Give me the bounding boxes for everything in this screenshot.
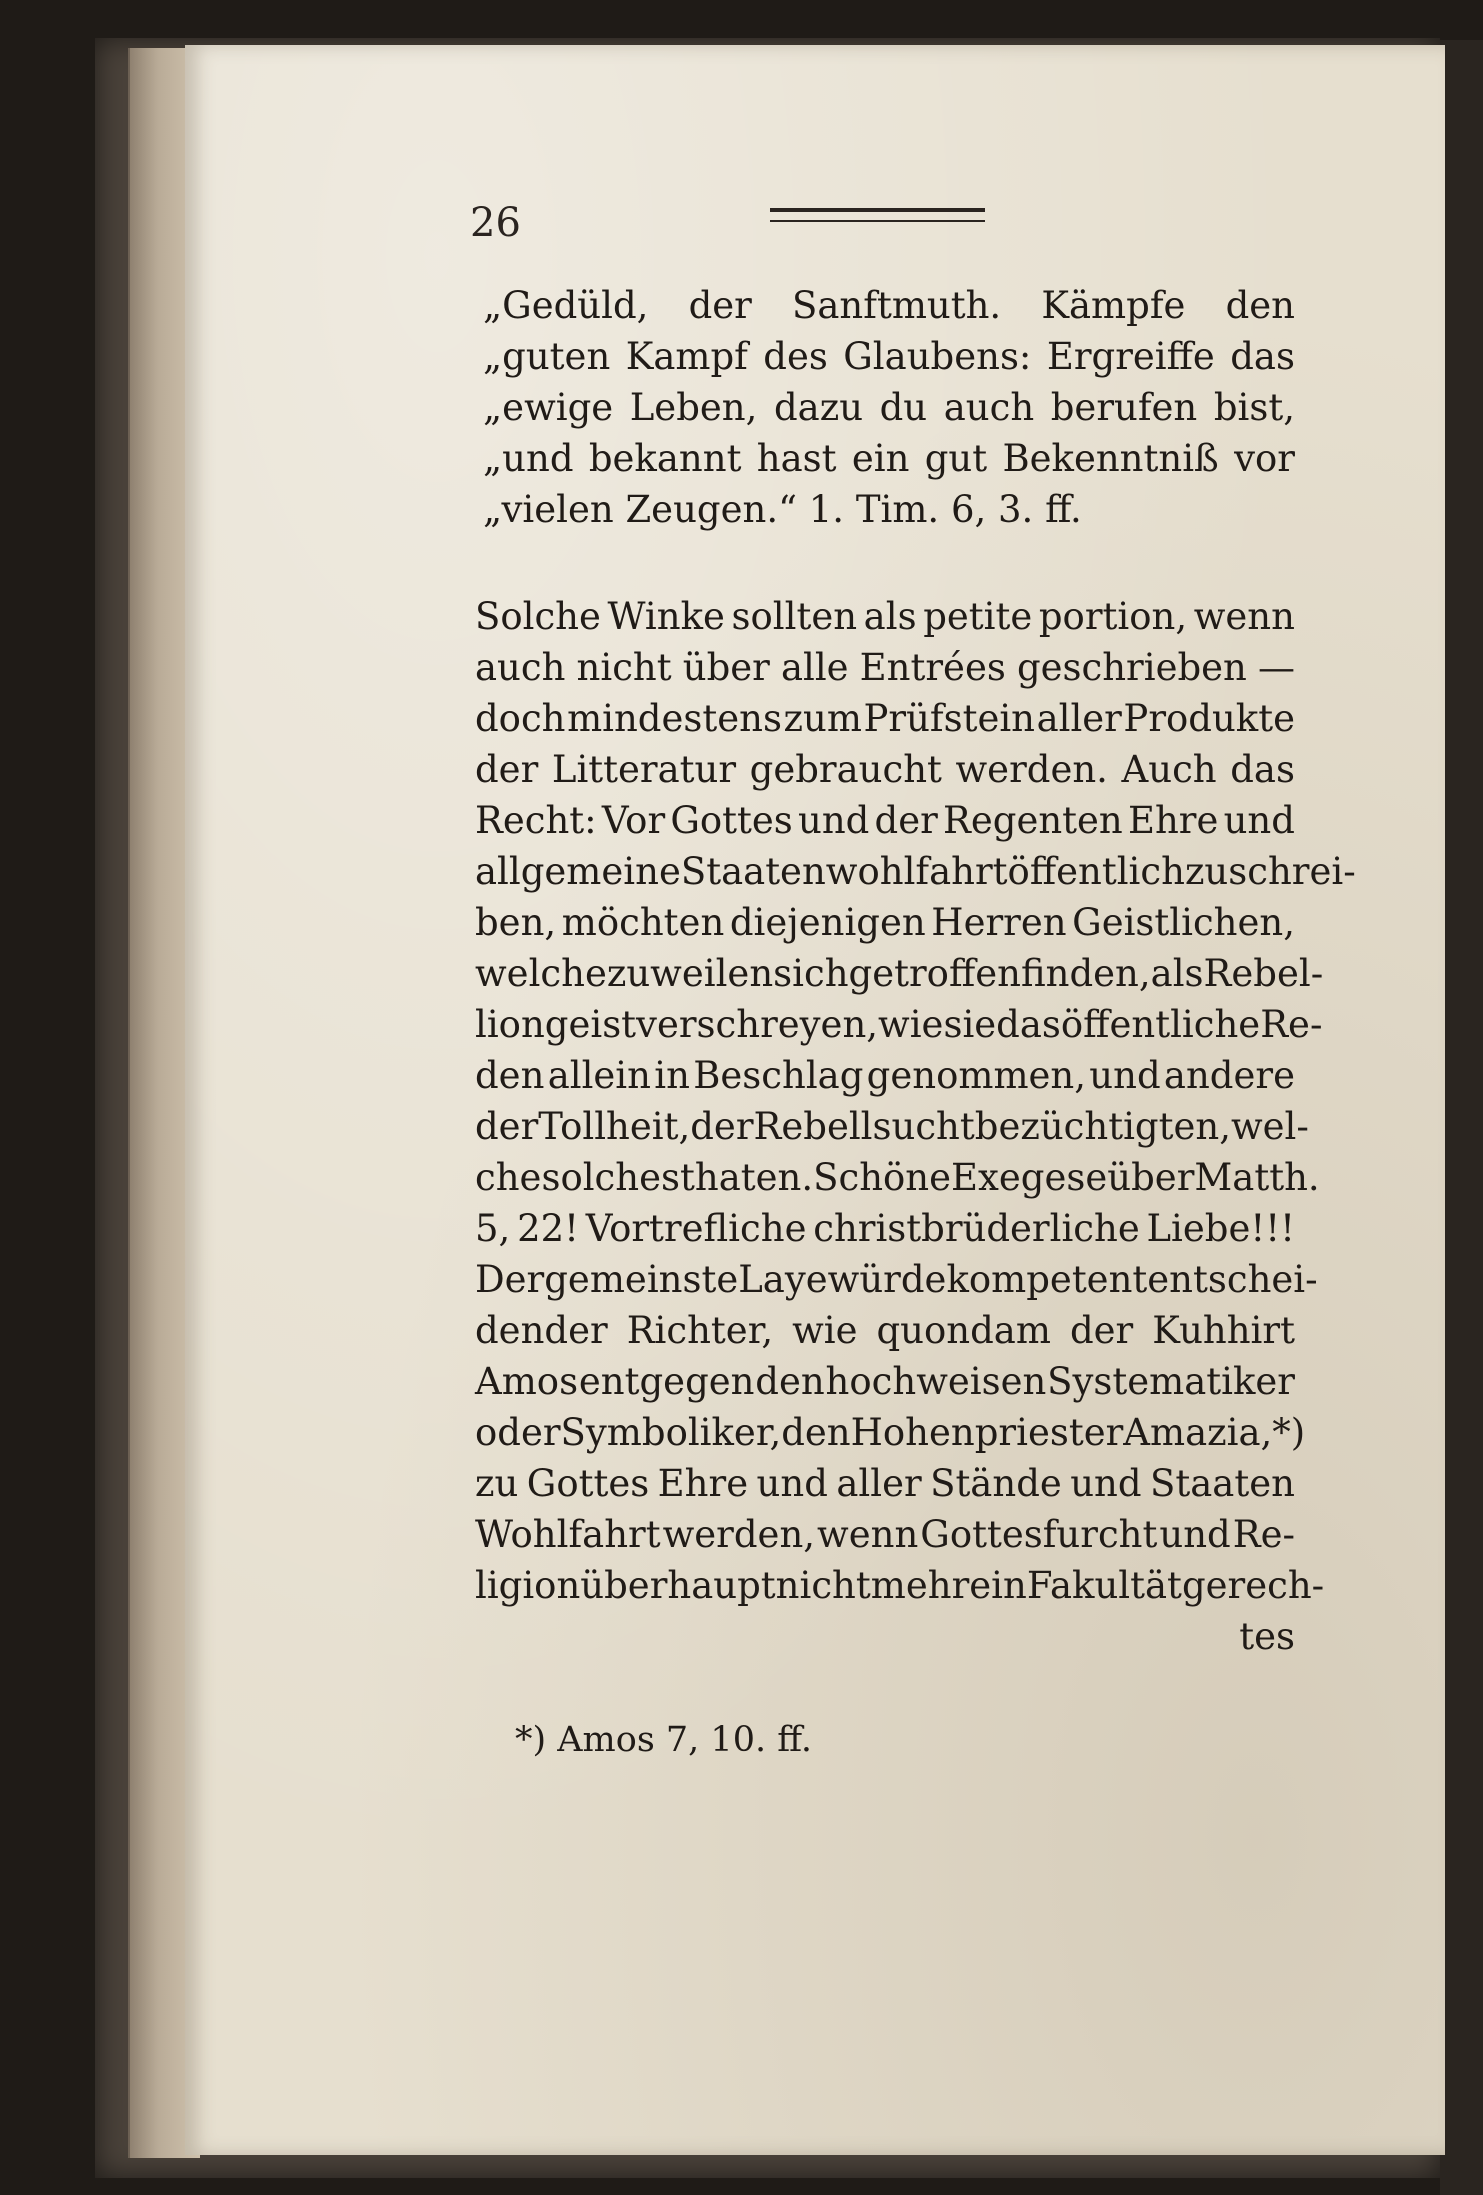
quote-line: „ewige Leben, dazu du auch berufen bist, xyxy=(483,386,1295,429)
header-rule xyxy=(770,208,985,222)
body-line: dender Richter, wie quondam der Kuhhirt xyxy=(475,1309,1295,1352)
quote-line: „und bekannt hast ein gut Bekenntniß vor xyxy=(483,437,1295,480)
body-line: auch nicht über alle Entrées geschrieben — xyxy=(475,646,1295,689)
book-gutter xyxy=(1440,40,1483,2195)
body-line: doch mindestens zum Prüfstein aller Produkte xyxy=(475,697,1295,740)
body-line: Der gemeinste Laye würde kompetent entschei- xyxy=(475,1258,1318,1301)
body-line: ben, möchten diejenigen Herren Geistlichen, xyxy=(475,901,1295,944)
body-paragraph xyxy=(475,591,1356,1662)
body-line: liongeist verschreyen, wie sie das öffentliche Re- xyxy=(475,1003,1323,1046)
body-line: Recht: Vor Gottes und der Regenten Ehre und xyxy=(475,799,1295,842)
body-line: Solche Winke sollten als petite portion, wenn xyxy=(475,595,1295,638)
body-line: der Tollheit, der Rebellsucht bezüchtigten, wel- xyxy=(475,1105,1309,1148)
body-line: allgemeine Staatenwohlfahrt öffentlich zu schrei- xyxy=(475,850,1356,893)
body-line: che solches thaten. Schöne Exegese über Matth. xyxy=(475,1156,1320,1199)
body-line: ligion überhaupt nicht mehr ein Fakultät gerech- xyxy=(475,1564,1325,1607)
scripture-quote xyxy=(475,280,1295,535)
quote-line: „vielen Zeugen.“ 1. Tim. 6, 3. ff. xyxy=(483,488,1082,531)
body-line: zu Gottes Ehre und aller Stände und Staaten xyxy=(475,1462,1295,1505)
body-line: der Litteratur gebraucht werden. Auch das xyxy=(475,748,1295,791)
footnote: *) Amos 7, 10. ff. xyxy=(515,1720,812,1760)
quote-line: „guten Kampf des Glaubens: Ergreiffe das xyxy=(483,335,1295,378)
body-line: den allein in Beschlag genommen, und andere xyxy=(475,1054,1295,1097)
body-line: Wohlfahrt werden, wenn Gottesfurcht und Re- xyxy=(475,1513,1295,1556)
body-line: welche zuweilen sich getroffen finden, als Rebel- xyxy=(475,952,1324,995)
body-line: Amos entgegen den hochweisen Systematiker xyxy=(475,1360,1295,1403)
page-number: 26 xyxy=(470,200,521,246)
catchword: tes xyxy=(1239,1615,1295,1658)
body-line: oder Symboliker, den Hohenpriester Amazia, *) xyxy=(475,1411,1306,1454)
quote-line: „Gedüld, der Sanftmuth. Kämpfe den xyxy=(483,284,1295,327)
page-text xyxy=(475,280,1356,1662)
body-line: 5, 22! Vortrefliche christbrüderliche Liebe!!! xyxy=(475,1207,1295,1250)
